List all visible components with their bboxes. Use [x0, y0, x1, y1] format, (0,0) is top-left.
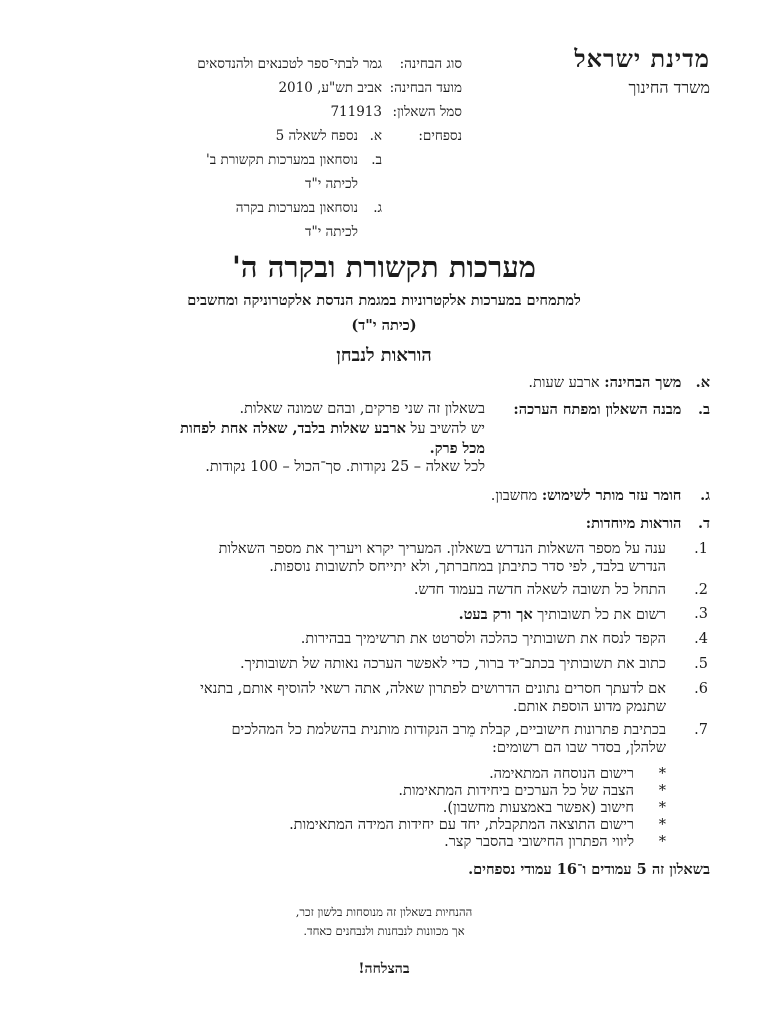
exam-date-value: אביב תש"ע, 2010 [278, 80, 382, 96]
exam-meta-values [60, 52, 382, 244]
gender-note: אך מכוונות לנבחנות ולנבחנים כאחד. [303, 924, 465, 938]
appendix-item [60, 148, 382, 172]
structure-line: יש להשיב על ארבע שאלות בלבד, שאלה אחת לפחות [180, 420, 485, 437]
calculation-steps-list [289, 766, 666, 851]
appendix-text: נוסחאון במערכות בקרה [235, 200, 358, 216]
good-luck: בהצלחה! [358, 961, 410, 977]
ministry-name: משרד החינוך [628, 78, 710, 97]
section-structure [513, 400, 710, 420]
list-item: * ליווי הפתרון החישובי בהסבר קצר. [444, 834, 666, 850]
section-label: חומר עזר מותר לשימוש: [541, 487, 682, 504]
list-item: * חישוב (אפשר באמצעות מחשבון). [442, 800, 666, 816]
instructions-heading: הוראות לנבחן [336, 345, 432, 366]
list-item: 1. ענה על מספר השאלות הנדרש בשאלון. המעריך יקרא ויעריך את מספר השאלות הנדרש בלבד, לפי סדר כתיבתן במחברתך, ולא יתייחס לתשובות נוספות. [218, 541, 708, 575]
list-item: 3. רשום את כל תשובותיך אך ורק בעט. [458, 606, 708, 623]
list-item: 7. בכתיבת פתרונות חישוביים, קבלת מֵרב הנקודות מותנית בהשלמת כל המהלכים שלהלן, בסדר שבו הם רשומים: [231, 722, 708, 756]
appendix-item-cont [60, 220, 382, 244]
list-item: 6. אם לדעתך חסרים נתונים הדרושים לפתרון שאלה, אתה רשאי להוסיף אותם, בתנאי שתנמק מדוע הוספת אותם. [200, 681, 708, 715]
appendix-mark: א. [369, 128, 382, 144]
section-structure-body [180, 400, 485, 477]
exam-grade: (כיתה י"ד) [351, 317, 417, 334]
appendices-label: נספחים: [418, 128, 462, 144]
exam-date-label: מועד הבחינה: [389, 80, 462, 96]
section-mark: ב. [697, 401, 710, 418]
code-label: סמל השאלון: [392, 104, 462, 120]
exam-subtitle: למתמחים במערכות אלקטרוניות במגמת הנדסת אלקטרוניקה ומחשבים [187, 292, 581, 309]
gender-note: ההנחיות בשאלון זה מנוסחות בלשון זכר, [295, 905, 473, 919]
section-label: משך הבחינה: [604, 374, 682, 391]
list-item: 4. הקפד לנסח את תשובותיך כהלכה ולסרטט את תרשימיך בבהירות. [300, 631, 708, 647]
appendix-mark: ג. [373, 200, 382, 216]
section-duration [528, 373, 710, 393]
structure-line: בשאלון זה שני פרקים, ובהם שמונה שאלות. [239, 401, 485, 417]
list-item: * הצבה של כל הערכים ביחידות המתאימות. [398, 783, 666, 799]
appendix-item [60, 124, 382, 148]
exam-type-label: סוג הבחינה: [399, 56, 462, 72]
appendix-item-cont [60, 172, 382, 196]
list-item: 5. כתוב את תשובותיך בכתב־יד ברור, כדי לאפשר הערכה נאותה של תשובותיך. [239, 656, 708, 672]
section-mark: א. [695, 374, 710, 391]
exam-type-value: גמר לבתי־ספר לטכנאים ולהנדסאים [197, 56, 382, 72]
section-mark: ד. [697, 515, 710, 532]
section-label: הוראות מיוחדות: [585, 515, 682, 532]
structure-line: מכל פרק. [429, 440, 485, 457]
section-mark: ג. [700, 487, 710, 504]
appendix-text: לכיתה י"ד [305, 224, 358, 240]
list-item: * רישום התוצאה המתקבלת, יחד עם יחידות המידה המתאימות. [289, 817, 666, 833]
section-special [586, 514, 710, 534]
page-count-note: בשאלון זה 5 עמודים ו־16 עמודי נספחים. [468, 861, 710, 878]
section-materials [491, 486, 710, 506]
appendix-mark: ב. [371, 152, 382, 168]
appendix-text: נוסחאון במערכות תקשורת ב' [205, 152, 358, 168]
appendix-item [60, 196, 382, 220]
state-title: מדינת ישראל [574, 44, 710, 73]
list-item: * רישום הנוסחה המתאימה. [489, 766, 666, 782]
section-text: ארבע שעות. [528, 375, 600, 391]
structure-line: לכל שאלה – 25 נקודות. סך־הכול – 100 נקודות. [205, 459, 485, 475]
appendix-text: לכיתה י"ד [305, 176, 358, 192]
code-value: 711913 [330, 104, 382, 120]
exam-title: מערכות תקשורת ובקרה ה' [232, 250, 536, 284]
section-text: מחשבון. [490, 488, 538, 504]
appendix-text: נספח לשאלה 5 [275, 128, 358, 144]
section-label: מבנה השאלון ומפתח הערכה: [513, 401, 682, 418]
list-item: 2. התחל כל תשובה לשאלה חדשה בעמוד חדש. [413, 582, 708, 598]
